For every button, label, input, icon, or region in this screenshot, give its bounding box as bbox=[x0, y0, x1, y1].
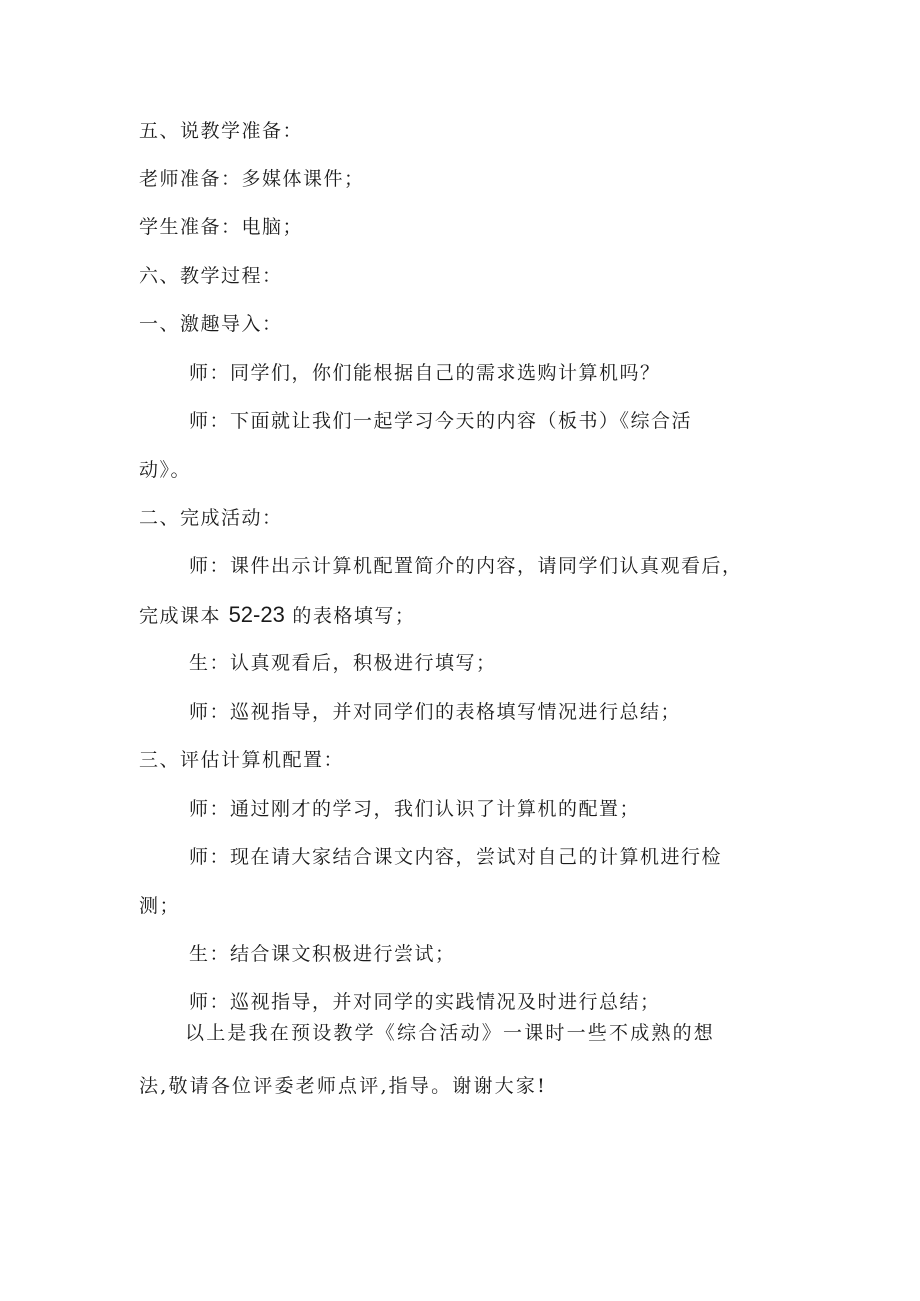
teacher-line: 师：现在请大家结合课文内容，尝试对自己的计算机进行检 bbox=[189, 846, 723, 868]
subheading-evaluation: 三、评估计算机配置： bbox=[139, 749, 345, 771]
teacher-line: 师：下面就让我们一起学习今天的内容（板书）《综合活 bbox=[189, 410, 693, 432]
student-line: 生：结合课文积极进行尝试； bbox=[189, 943, 456, 965]
closing-paragraph: 以上是我在预设教学《综合活动》一课时一些不成熟的想 bbox=[185, 1022, 716, 1044]
section-heading-preparation: 五、说教学准备： bbox=[139, 120, 304, 142]
subheading-activity: 二、完成活动： bbox=[139, 507, 283, 529]
teacher-line: 师：同学们，你们能根据自己的需求选购计算机吗？ bbox=[189, 362, 661, 384]
closing-paragraph-continuation: 法,敬请各位评委老师点评,指导。谢谢大家! bbox=[139, 1075, 547, 1097]
teacher-line: 师：巡视指导，并对同学的实践情况及时进行总结； bbox=[189, 991, 661, 1013]
subheading-introduction: 一、激趣导入： bbox=[139, 313, 283, 335]
table-text: 的表格填写； bbox=[292, 605, 416, 627]
textbook-text: 完成课本 bbox=[139, 605, 222, 627]
teacher-preparation-line: 老师准备：多媒体课件； bbox=[139, 168, 365, 190]
paragraph-continuation bbox=[139, 603, 415, 628]
teacher-line: 师：巡视指导，并对同学们的表格填写情况进行总结； bbox=[189, 701, 682, 723]
student-preparation-line: 学生准备：电脑； bbox=[139, 216, 304, 238]
paragraph-continuation: 测； bbox=[139, 895, 181, 917]
paragraph-continuation: 动》。 bbox=[139, 459, 192, 481]
section-heading-process: 六、教学过程： bbox=[139, 265, 283, 287]
page-range: 52-23 bbox=[228, 602, 285, 627]
student-line: 生：认真观看后，积极进行填写； bbox=[189, 652, 497, 674]
teacher-line: 师：通过刚才的学习，我们认识了计算机的配置； bbox=[189, 798, 641, 820]
teacher-line: 师：课件出示计算机配置简介的内容，请同学们认真观看后， bbox=[189, 555, 743, 577]
